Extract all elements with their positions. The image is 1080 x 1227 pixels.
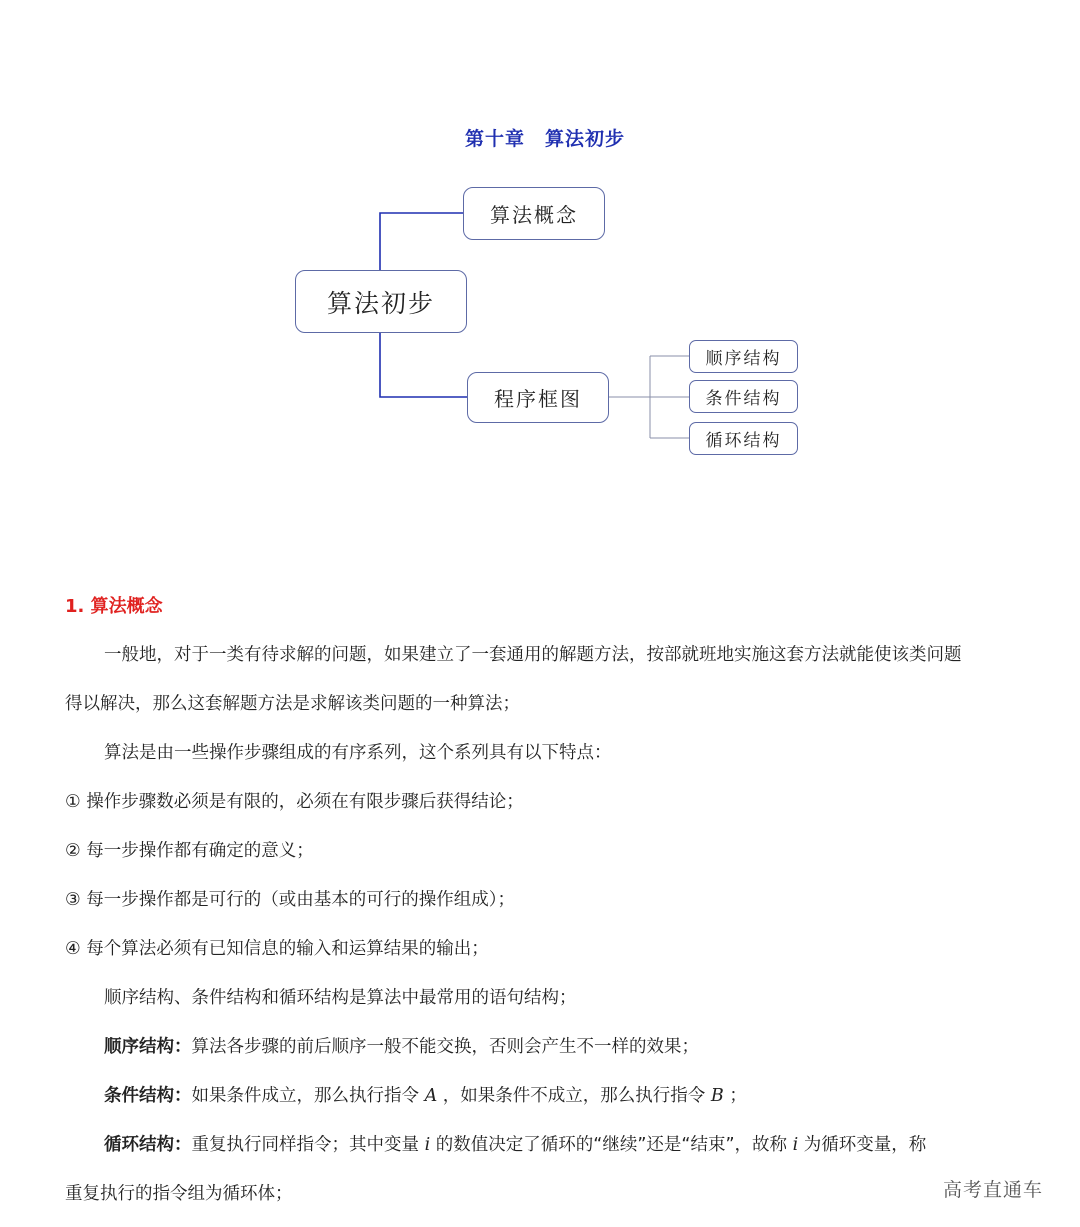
watermark: 高考直通车 [943, 1179, 1044, 1201]
definition-text: 的数值决定了循环的“继续”还是“结束”，故称 [435, 1135, 788, 1155]
mindmap-node-flowchart: 程序框图 [467, 372, 609, 423]
definition-label: 循环结构： [104, 1135, 192, 1155]
list-item: ② 每一步操作都有确定的意义； [65, 841, 314, 861]
list-item: ③ 每一步操作都是可行的（或由基本的可行的操作组成）； [65, 890, 515, 910]
mindmap-root-node: 算法初步 [295, 270, 467, 333]
paragraph: 顺序结构、条件结构和循环结构是算法中最常用的语句结构； [104, 988, 577, 1008]
list-item: ④ 每个算法必须有已知信息的输入和运算结果的输出； [65, 939, 489, 959]
paragraph: 算法是由一些操作步骤组成的有序系列，这个系列具有以下特点： [104, 743, 612, 763]
definition-text: ； [729, 1086, 747, 1106]
variable-i: i [792, 1135, 799, 1155]
section-heading: 1. 算法概念 [65, 596, 163, 617]
mindmap-leaf-sequence: 顺序结构 [689, 340, 798, 373]
paragraph-line: 一般地，对于一类有待求解的问题，如果建立了一套通用的解题方法，按部就班地实施这套方法就能使该类问题 [104, 645, 962, 665]
variable-i: i [424, 1135, 431, 1155]
definition-condition [104, 1084, 747, 1108]
definition-text: 为循环变量，称 [803, 1135, 927, 1155]
definition-sequence [104, 1035, 699, 1059]
variable-a: A [424, 1086, 438, 1106]
definition-label: 条件结构： [104, 1086, 192, 1106]
mind-map-connectors [0, 0, 1080, 560]
mindmap-node-concept: 算法概念 [463, 187, 605, 240]
mind-map [0, 0, 1080, 560]
definition-text: ，如果条件不成立，那么执行指令 [442, 1086, 706, 1106]
definition-label: 顺序结构： [104, 1037, 192, 1057]
paragraph-line: 重复执行的指令组为循环体； [65, 1184, 293, 1204]
paragraph-line: 得以解决，那么这套解题方法是求解该类问题的一种算法； [65, 694, 520, 714]
mindmap-leaf-loop: 循环结构 [689, 422, 798, 455]
definition-text: 如果条件成立，那么执行指令 [191, 1086, 419, 1106]
definition-text: 重复执行同样指令；其中变量 [191, 1135, 419, 1155]
definition-text: 算法各步骤的前后顺序一般不能交换，否则会产生不一样的效果； [191, 1037, 699, 1057]
mindmap-leaf-condition: 条件结构 [689, 380, 798, 413]
list-item: ① 操作步骤数必须是有限的，必须在有限步骤后获得结论； [65, 792, 524, 812]
definition-loop [104, 1133, 926, 1157]
chapter-title: 第十章 算法初步 [464, 128, 625, 150]
variable-b: B [710, 1086, 724, 1106]
